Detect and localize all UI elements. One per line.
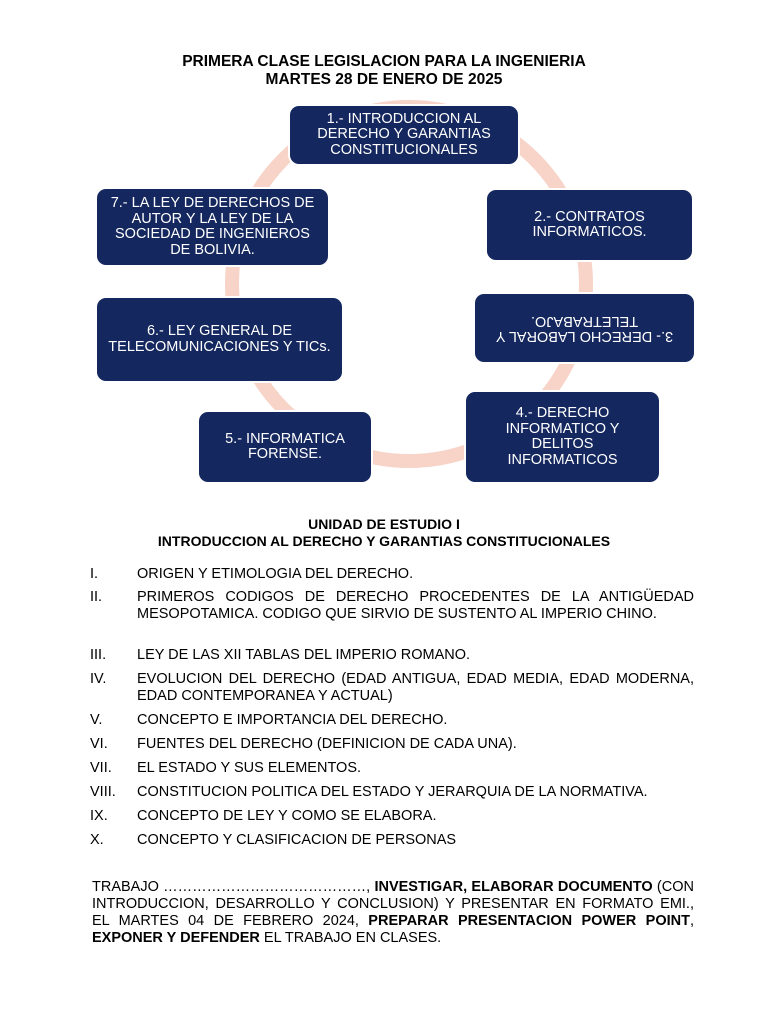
document-title: PRIMERA CLASE LEGISLACION PARA LA INGENIERIA (182, 53, 586, 70)
assignment-text: TRABAJO ……………………………………, (92, 879, 375, 895)
list-item (90, 566, 694, 584)
cycle-node-1: 1.- INTRODUCCION AL DERECHO Y GARANTIAS CONSTITUCIONALES (290, 106, 518, 164)
list-number: X. (90, 832, 104, 848)
list-number: VIII. (90, 784, 116, 800)
assignment-bold: PREPARAR PRESENTACION POWER POINT (368, 913, 690, 929)
list-item (90, 784, 694, 802)
assignment-bold: INVESTIGAR, ELABORAR DOCUMENTO (374, 879, 653, 895)
unit-subtitle: INTRODUCCION AL DERECHO Y GARANTIAS CONSTITUCIONALES (157, 533, 611, 549)
list-item (90, 712, 694, 730)
assignment-text: EL TRABAJO EN CLASES. (259, 930, 442, 946)
list-number: I. (90, 566, 99, 582)
assignment-text: , (689, 913, 694, 929)
assignment-text: (CON INTRODUCCION, DESARROLLO Y CONCLUSION) Y PRESENTAR EN FORMATO EMI., EL MARTES 04 DE FEBRERO 2024, (92, 879, 694, 929)
list-text: EVOLUCION DEL DERECHO (EDAD ANTIGUA, EDAD MEDIA, EDAD MODERNA, EDAD CONTEMPORANEA Y ACTUAL) (137, 671, 694, 704)
cycle-node-3: 3.- DERECHO LABORAL Y TELETRABAJO. (475, 294, 694, 362)
cycle-node-7: 7.- LA LEY DE DERECHOS DE AUTOR Y LA LEY DE LA SOCIEDAD DE INGENIEROS DE BOLIVIA. (97, 189, 328, 265)
list-number: IV. (90, 671, 107, 687)
list-item (90, 647, 694, 665)
unit-title: UNIDAD DE ESTUDIO I (308, 516, 460, 532)
list-item (90, 671, 694, 706)
list-number: III. (90, 647, 107, 663)
document-date: MARTES 28 DE ENERO DE 2025 (265, 71, 503, 88)
list-text: CONCEPTO E IMPORTANCIA DEL DERECHO. (137, 712, 448, 728)
list-text: EL ESTADO Y SUS ELEMENTOS. (137, 760, 362, 776)
list-item (90, 760, 694, 778)
list-number: VII. (90, 760, 112, 776)
list-text: PRIMEROS CODIGOS DE DERECHO PROCEDENTES DE LA ANTIGÜEDAD MESOPOTAMICA. CODIGO QUE SIRVIO DE SUSTENTO AL IMPERIO CHINO. (137, 589, 694, 622)
list-item (90, 832, 694, 850)
list-number: VI. (90, 736, 108, 752)
list-number: V. (90, 712, 103, 728)
assignment-bold: EXPONER Y DEFENDER (92, 930, 260, 946)
cycle-node-5: 5.- INFORMATICA FORENSE. (199, 412, 371, 482)
list-text: FUENTES DEL DERECHO (DEFINICION DE CADA UNA). (137, 736, 517, 752)
list-text: CONCEPTO Y CLASIFICACION DE PERSONAS (137, 832, 457, 848)
cycle-node-6: 6.- LEY GENERAL DE TELECOMUNICACIONES Y TICs. (97, 298, 342, 381)
cycle-node-2: 2.- CONTRATOS INFORMATICOS. (487, 190, 692, 260)
list-text: ORIGEN Y ETIMOLOGIA DEL DERECHO. (137, 566, 414, 582)
list-text: CONCEPTO DE LEY Y COMO SE ELABORA. (137, 808, 437, 824)
list-text: CONSTITUCION POLITICA DEL ESTADO Y JERARQUIA DE LA NORMATIVA. (137, 784, 648, 800)
assignment-paragraph (92, 879, 694, 947)
list-number: IX. (90, 808, 108, 824)
cycle-node-4: 4.- DERECHO INFORMATICO Y DELITOS INFORMATICOS (466, 392, 659, 482)
list-number: II. (90, 589, 103, 605)
list-item (90, 808, 694, 826)
list-item (90, 589, 694, 641)
list-item (90, 736, 694, 754)
list-text: LEY DE LAS XII TABLAS DEL IMPERIO ROMANO. (137, 647, 471, 663)
